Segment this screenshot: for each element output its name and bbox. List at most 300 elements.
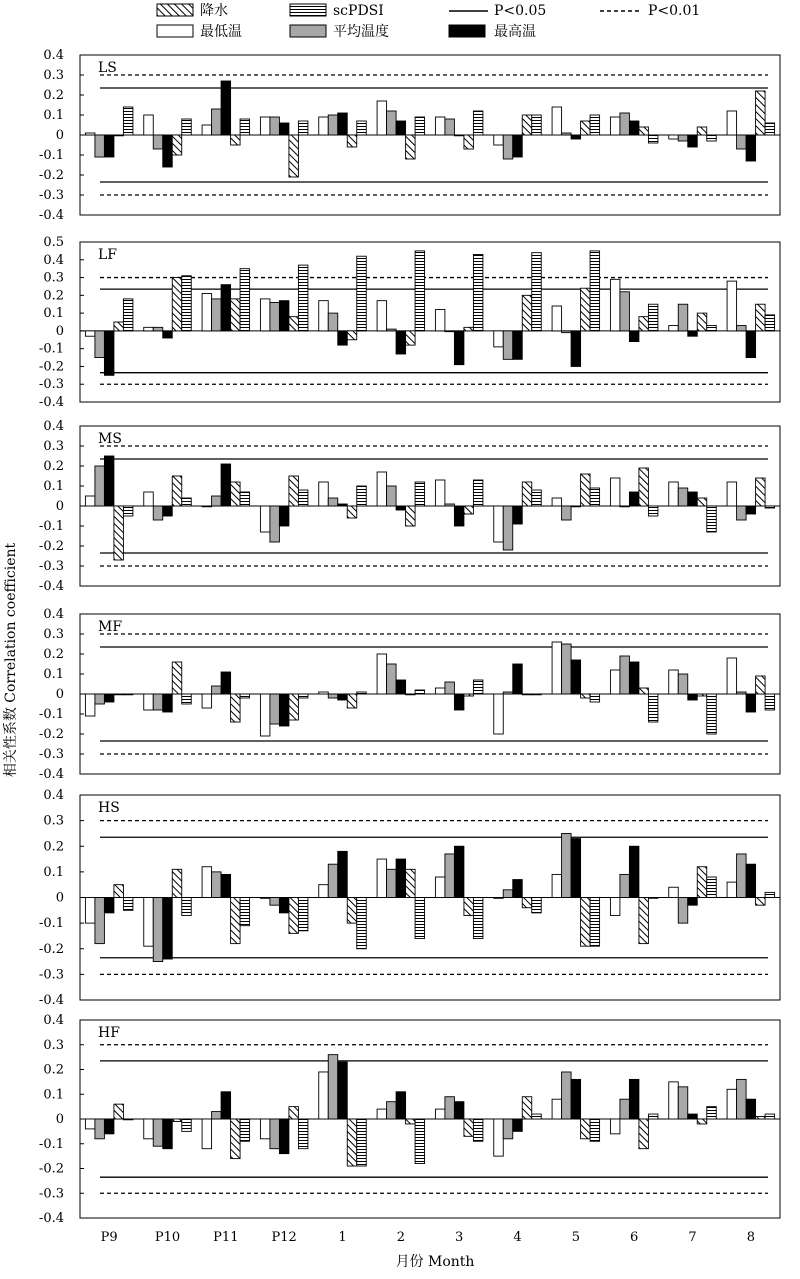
bar-hs-scpdsi-7 <box>707 877 717 898</box>
bar-hs-tmean-3 <box>445 854 455 898</box>
x-tick-labels <box>101 1230 755 1245</box>
bar-lf-precip-7 <box>697 313 707 331</box>
bar-hs-tmin-7 <box>669 887 679 897</box>
bar-lf-scpdsi-p9 <box>123 299 132 331</box>
bar-mf-tmax-3 <box>454 694 464 710</box>
bar-lf-tmean-5 <box>562 331 572 333</box>
bar-ls-precip-1 <box>347 135 357 147</box>
bar-ls-precip-3 <box>464 135 474 149</box>
x-tick-label: P10 <box>154 1230 181 1245</box>
bar-hs-tmax-2 <box>396 859 406 897</box>
bar-hs-precip-1 <box>347 898 357 924</box>
y-tick-label: 0 <box>55 687 64 702</box>
bar-hs-tmin-3 <box>435 877 445 898</box>
x-tick-label: P9 <box>100 1230 118 1245</box>
x-tick-label: 6 <box>630 1230 639 1245</box>
bar-ms-precip-p12 <box>289 476 299 506</box>
bar-lf-tmean-8 <box>737 326 747 331</box>
bar-ls-tmin-8 <box>727 111 737 135</box>
bar-ms-scpdsi-p10 <box>182 498 192 506</box>
bar-ls-scpdsi-4 <box>532 115 542 135</box>
legend-item-tmin <box>157 24 242 40</box>
bar-ms-tmean-5 <box>562 506 572 520</box>
bar-hs-precip-p11 <box>231 898 241 944</box>
x-tick-label: 3 <box>455 1230 464 1245</box>
bar-mf-tmin-1 <box>319 692 329 694</box>
y-tick-label: -0.3 <box>38 1186 64 1202</box>
bar-mf-tmin-6 <box>610 670 620 694</box>
bar-ls-precip-8 <box>756 91 766 135</box>
bar-ls-tmax-8 <box>746 135 756 161</box>
bar-ls-precip-4 <box>522 115 532 135</box>
panel-label: LS <box>98 60 117 76</box>
bar-hf-tmin-3 <box>435 1109 445 1119</box>
bar-ms-tmax-p9 <box>104 456 114 506</box>
y-tick-label: 0.5 <box>43 235 64 250</box>
bar-lf-tmax-p10 <box>163 331 173 338</box>
bar-hs-tmax-3 <box>454 846 464 897</box>
bar-mf-scpdsi-7 <box>707 694 717 734</box>
panel-hf <box>39 1013 780 1226</box>
bar-ls-scpdsi-p11 <box>240 119 250 135</box>
bar-ms-scpdsi-p12 <box>298 490 308 506</box>
bar-ms-precip-3 <box>464 506 474 514</box>
bar-hf-tmean-8 <box>737 1079 747 1119</box>
bar-hs-scpdsi-p9 <box>123 898 132 911</box>
y-tick-label: -0.3 <box>38 377 64 393</box>
bar-lf-tmin-p10 <box>144 327 154 331</box>
bar-ms-tmax-5 <box>571 506 581 507</box>
y-tick-label: 0.4 <box>43 1013 64 1028</box>
bar-hf-tmin-7 <box>669 1082 679 1119</box>
bar-ms-tmax-p12 <box>279 506 289 526</box>
bar-hf-tmax-p11 <box>221 1092 231 1119</box>
bar-mf-tmean-1 <box>328 694 338 698</box>
bar-hf-precip-p10 <box>172 1119 182 1121</box>
bar-lf-precip-5 <box>581 288 591 331</box>
bar-mf-scpdsi-3 <box>473 680 483 694</box>
bar-ls-tmin-p11 <box>202 125 212 135</box>
bar-lf-precip-p11 <box>231 299 241 331</box>
bar-ms-tmean-p10 <box>153 506 163 520</box>
bar-mf-scpdsi-p10 <box>182 694 192 704</box>
bar-hf-tmax-5 <box>571 1079 581 1119</box>
bar-lf-tmin-3 <box>435 310 445 331</box>
bar-mf-tmean-6 <box>620 656 630 694</box>
panels <box>39 48 780 1226</box>
bar-ls-tmin-3 <box>435 117 445 135</box>
bar-mf-tmax-6 <box>629 662 639 694</box>
bar-lf-scpdsi-8 <box>765 315 775 331</box>
bar-hs-tmin-5 <box>552 874 562 897</box>
bar-hs-scpdsi-6 <box>648 898 658 899</box>
bar-ms-precip-6 <box>639 468 649 506</box>
bar-ls-tmean-7 <box>678 135 688 141</box>
y-tick-label: -0.4 <box>38 767 64 782</box>
bar-mf-tmax-p10 <box>163 694 173 712</box>
bar-hf-tmin-p9 <box>85 1119 95 1129</box>
bar-hs-precip-3 <box>464 898 474 916</box>
legend-swatch-tmean <box>290 25 326 37</box>
legend-label-tmax: 最高温 <box>494 24 536 40</box>
x-axis-title: 月份 Month <box>395 1254 475 1270</box>
bar-hf-scpdsi-2 <box>415 1119 425 1164</box>
bar-hf-precip-3 <box>464 1119 474 1136</box>
bar-ms-tmin-2 <box>377 472 387 506</box>
bar-lf-tmean-6 <box>620 292 630 331</box>
bar-lf-tmean-p10 <box>153 327 163 331</box>
y-tick-label: 0.1 <box>43 864 64 880</box>
y-tick-label: 0.1 <box>43 108 64 123</box>
bar-lf-scpdsi-1 <box>357 256 367 331</box>
bar-ls-tmean-p11 <box>212 109 222 135</box>
bar-ls-scpdsi-8 <box>765 123 775 135</box>
bar-ls-precip-6 <box>639 127 649 135</box>
bar-ls-tmin-p12 <box>260 117 270 135</box>
bar-ms-tmean-4 <box>503 506 513 550</box>
bar-hf-precip-p9 <box>114 1104 124 1119</box>
y-tick-label: 0.3 <box>43 627 64 642</box>
y-tick-label: 0.2 <box>43 647 64 662</box>
bar-hs-tmax-p11 <box>221 874 231 897</box>
bar-ms-precip-4 <box>522 482 532 506</box>
bar-ms-scpdsi-p11 <box>240 492 250 506</box>
bar-hs-tmin-8 <box>727 882 737 897</box>
bar-hs-scpdsi-p12 <box>298 898 308 931</box>
panel-hs <box>39 788 780 1008</box>
bar-hf-tmean-2 <box>387 1102 397 1119</box>
bar-ms-tmax-2 <box>396 506 406 510</box>
bar-ms-tmin-5 <box>552 498 562 506</box>
x-tick-label: 5 <box>571 1230 580 1245</box>
bar-hf-scpdsi-6 <box>648 1114 658 1119</box>
bar-ms-tmean-7 <box>678 488 688 506</box>
bar-lf-tmax-p12 <box>279 301 289 331</box>
bar-ms-scpdsi-7 <box>707 506 717 532</box>
bar-hf-tmean-1 <box>328 1055 338 1119</box>
bar-ls-scpdsi-6 <box>648 135 658 143</box>
x-tick-label: 2 <box>396 1230 405 1245</box>
bar-ls-tmean-p12 <box>270 117 280 135</box>
bar-hf-tmean-4 <box>503 1119 513 1139</box>
bar-lf-tmean-1 <box>328 313 338 331</box>
bar-mf-scpdsi-p11 <box>240 694 250 698</box>
bar-ms-tmax-4 <box>513 506 523 524</box>
y-tick-label: 0.2 <box>43 1062 64 1078</box>
bar-ms-precip-p11 <box>231 482 241 506</box>
y-tick-label: -0.2 <box>38 539 64 554</box>
bar-ls-tmin-p10 <box>144 115 154 135</box>
bar-ls-precip-p10 <box>172 135 182 155</box>
bar-ls-tmin-p9 <box>85 133 95 135</box>
bar-hs-tmean-1 <box>328 864 338 897</box>
y-tick-label: -0.4 <box>38 208 64 223</box>
bar-hs-scpdsi-2 <box>415 898 425 939</box>
bar-ls-tmin-5 <box>552 107 562 135</box>
bar-lf-tmax-5 <box>571 331 581 367</box>
bar-hf-tmin-1 <box>319 1072 329 1119</box>
bar-ls-scpdsi-2 <box>415 117 425 135</box>
bar-ls-tmin-4 <box>494 135 504 145</box>
bar-ms-tmin-6 <box>610 478 620 506</box>
bar-hf-tmax-7 <box>688 1114 698 1119</box>
bar-mf-tmean-3 <box>445 682 455 694</box>
bar-mf-precip-8 <box>756 676 766 694</box>
bar-hf-scpdsi-p10 <box>182 1119 192 1131</box>
bar-lf-tmean-3 <box>445 331 455 332</box>
legend <box>157 2 700 40</box>
bar-hf-precip-p11 <box>231 1119 241 1159</box>
y-tick-label: -0.3 <box>38 188 64 203</box>
bar-lf-tmax-7 <box>688 331 698 336</box>
bar-mf-tmax-p9 <box>104 694 114 702</box>
bar-hf-tmax-p9 <box>104 1119 114 1134</box>
bar-lf-tmin-1 <box>319 301 329 331</box>
y-tick-label: -0.3 <box>38 559 64 574</box>
bar-mf-tmax-p12 <box>279 694 289 726</box>
bar-ls-tmin-7 <box>669 135 679 139</box>
bar-ms-tmin-p12 <box>260 506 270 532</box>
bar-ls-scpdsi-p9 <box>123 107 132 135</box>
bar-hs-precip-8 <box>756 898 766 906</box>
bar-mf-tmin-p10 <box>144 694 154 710</box>
bar-hf-precip-p12 <box>289 1107 299 1119</box>
bar-ls-precip-2 <box>406 135 416 159</box>
bar-hf-precip-6 <box>639 1119 649 1149</box>
bar-ms-scpdsi-5 <box>590 488 600 506</box>
y-tick-label: 0 <box>55 323 64 339</box>
bar-lf-tmin-p11 <box>202 294 212 331</box>
bar-hf-scpdsi-p9 <box>123 1119 132 1120</box>
bar-hs-tmax-5 <box>571 839 581 898</box>
bar-ls-tmean-3 <box>445 119 455 135</box>
bar-lf-tmin-5 <box>552 306 562 331</box>
bar-ms-precip-2 <box>406 506 416 526</box>
bar-ms-scpdsi-3 <box>473 480 483 506</box>
bar-mf-precip-p10 <box>172 662 182 694</box>
bar-hs-precip-2 <box>406 869 416 897</box>
bar-hs-scpdsi-1 <box>357 898 367 949</box>
bar-mf-tmin-8 <box>727 658 737 694</box>
bar-ms-tmean-2 <box>387 486 397 506</box>
bar-ms-tmin-4 <box>494 506 504 542</box>
legend-item-precip <box>157 2 228 19</box>
bar-lf-scpdsi-4 <box>532 253 542 331</box>
bar-lf-tmax-p11 <box>221 285 231 331</box>
bar-hs-tmean-6 <box>620 874 630 897</box>
x-tick-label: 7 <box>688 1230 697 1245</box>
bar-mf-tmax-p11 <box>221 672 231 694</box>
bar-hs-scpdsi-p11 <box>240 898 250 926</box>
bar-ms-tmax-7 <box>688 492 698 506</box>
legend-item-p05 <box>449 3 546 19</box>
bar-ms-tmean-p12 <box>270 506 280 542</box>
bar-ls-tmean-5 <box>562 133 572 135</box>
bar-ms-precip-8 <box>756 478 766 506</box>
bar-ls-tmax-2 <box>396 121 406 135</box>
bar-ms-tmin-8 <box>727 482 737 506</box>
bar-hs-tmin-4 <box>494 898 504 899</box>
legend-item-scpdsi <box>290 3 384 19</box>
bar-mf-tmax-4 <box>513 664 523 694</box>
bar-hf-tmin-2 <box>377 1109 387 1119</box>
panel-ms <box>39 419 780 594</box>
bar-hs-precip-p12 <box>289 898 299 934</box>
y-tick-label: 0.4 <box>43 48 64 63</box>
bar-hs-tmax-7 <box>688 898 698 906</box>
bar-mf-tmean-7 <box>678 674 688 694</box>
bar-hf-tmin-5 <box>552 1099 562 1119</box>
panel-label: LF <box>98 247 118 263</box>
legend-swatch-precip <box>157 4 193 16</box>
bar-mf-tmax-1 <box>338 694 348 700</box>
bar-mf-scpdsi-6 <box>648 694 658 722</box>
bar-hf-tmean-6 <box>620 1099 630 1119</box>
y-tick-label: 0.3 <box>43 68 64 83</box>
y-tick-label: 0.2 <box>43 839 64 855</box>
y-tick-label: 0 <box>55 499 64 514</box>
bar-mf-scpdsi-8 <box>765 694 775 710</box>
y-tick-label: -0.1 <box>38 707 64 722</box>
bar-ms-tmax-1 <box>338 504 348 506</box>
bar-hs-scpdsi-8 <box>765 892 775 897</box>
bar-lf-scpdsi-6 <box>648 304 658 331</box>
bar-mf-tmin-7 <box>669 670 679 694</box>
y-tick-label: 0.1 <box>43 306 64 322</box>
bar-mf-tmean-p10 <box>153 694 163 710</box>
panel-mf <box>39 607 780 782</box>
bar-hf-precip-8 <box>756 1117 766 1119</box>
y-tick-label: -0.1 <box>38 916 64 932</box>
bar-hf-scpdsi-3 <box>473 1119 483 1141</box>
bar-hf-tmax-3 <box>454 1102 464 1119</box>
y-tick-label: 0.1 <box>43 667 64 682</box>
bar-ms-tmax-8 <box>746 506 756 514</box>
bar-ms-tmax-6 <box>629 492 639 506</box>
bar-lf-tmin-7 <box>669 326 679 331</box>
y-tick-label: -0.1 <box>38 341 64 357</box>
bar-hf-tmean-p9 <box>95 1119 105 1139</box>
bar-hs-tmean-8 <box>737 854 747 898</box>
bar-ms-scpdsi-8 <box>765 506 775 508</box>
y-tick-label: 0 <box>55 1112 64 1127</box>
panel-lf <box>39 235 780 410</box>
bar-hf-tmax-p10 <box>163 1119 173 1149</box>
bar-ms-tmean-8 <box>737 506 747 520</box>
y-tick-label: -0.1 <box>38 148 64 163</box>
bar-mf-precip-4 <box>522 694 532 695</box>
bar-hs-tmin-1 <box>319 885 329 898</box>
bar-hf-tmean-5 <box>562 1072 572 1119</box>
y-tick-label: -0.3 <box>38 967 64 983</box>
bar-hs-tmax-1 <box>338 851 348 897</box>
y-axis-title: 相关性系数 Correlation coefficient <box>3 542 19 778</box>
bar-hs-tmin-p10 <box>144 898 154 947</box>
y-tick-label: -0.4 <box>38 579 64 594</box>
bar-ls-tmean-1 <box>328 115 338 135</box>
bar-hf-scpdsi-1 <box>357 1119 367 1166</box>
bar-hf-tmax-p12 <box>279 1119 289 1154</box>
bar-hs-tmean-p9 <box>95 898 105 944</box>
y-tick-label: 0.3 <box>43 270 64 286</box>
bar-ls-tmin-2 <box>377 101 387 135</box>
y-tick-label: 0.4 <box>43 788 64 803</box>
bar-lf-tmin-p12 <box>260 299 270 331</box>
bar-ls-precip-7 <box>697 127 707 135</box>
bar-mf-tmean-2 <box>387 664 397 694</box>
bar-ls-tmax-p11 <box>221 81 231 135</box>
bar-ls-scpdsi-5 <box>590 115 600 135</box>
bar-ls-scpdsi-3 <box>473 111 483 135</box>
bar-hf-scpdsi-4 <box>532 1114 542 1119</box>
bar-hs-tmax-4 <box>513 880 523 898</box>
bar-hf-tmax-6 <box>629 1079 639 1119</box>
bar-hf-tmin-8 <box>727 1089 737 1119</box>
legend-item-tmax <box>449 23 536 40</box>
bar-hf-precip-5 <box>581 1119 591 1139</box>
bar-mf-precip-p9 <box>114 694 124 695</box>
bar-ls-precip-p12 <box>289 135 299 177</box>
y-tick-label: 0.1 <box>43 1087 64 1103</box>
legend-swatch-scpdsi <box>290 4 326 16</box>
bar-hs-tmax-p9 <box>104 898 114 913</box>
x-tick-label: P12 <box>271 1230 297 1245</box>
y-tick-label: 0.2 <box>43 288 64 304</box>
bar-mf-scpdsi-1 <box>357 692 367 694</box>
bar-mf-tmin-2 <box>377 654 387 694</box>
bar-mf-tmin-p12 <box>260 694 270 736</box>
bar-lf-scpdsi-5 <box>590 251 600 331</box>
bar-mf-scpdsi-4 <box>532 694 542 695</box>
bar-ms-tmax-p10 <box>163 506 173 516</box>
bar-hs-precip-4 <box>522 898 532 908</box>
panel-label: MF <box>98 619 123 635</box>
bar-mf-precip-p12 <box>289 694 299 720</box>
bar-ms-scpdsi-6 <box>648 506 658 516</box>
bar-mf-tmin-4 <box>494 694 504 734</box>
bar-hs-tmax-p12 <box>279 898 289 913</box>
bar-lf-tmax-3 <box>454 331 464 365</box>
y-tick-label: 0.3 <box>43 1037 64 1053</box>
bar-hs-tmin-p12 <box>260 898 270 899</box>
bar-hs-tmean-5 <box>562 833 572 897</box>
bar-lf-precip-6 <box>639 317 649 331</box>
bar-mf-scpdsi-2 <box>415 690 425 694</box>
legend-label-precip: 降水 <box>200 3 228 19</box>
bar-ms-tmax-p11 <box>221 464 231 506</box>
bar-ms-precip-1 <box>347 506 357 518</box>
bar-hs-precip-p10 <box>172 869 182 897</box>
bar-mf-tmax-5 <box>571 660 581 694</box>
y-tick-label: -0.3 <box>38 747 64 762</box>
bar-ls-scpdsi-7 <box>707 135 717 141</box>
bar-hs-tmax-8 <box>746 864 756 897</box>
bar-ms-precip-p10 <box>172 476 182 506</box>
bar-hf-tmean-p11 <box>212 1112 222 1119</box>
bar-hf-tmean-7 <box>678 1087 688 1119</box>
bar-hf-scpdsi-p11 <box>240 1119 250 1141</box>
legend-item-p01 <box>600 3 700 19</box>
bar-ms-precip-7 <box>697 498 707 506</box>
bar-hf-tmax-8 <box>746 1099 756 1119</box>
bar-lf-precip-1 <box>347 331 357 340</box>
y-tick-label: 0.4 <box>43 419 64 434</box>
bar-hs-tmax-6 <box>629 846 639 897</box>
bar-lf-tmax-6 <box>629 331 639 342</box>
legend-label-p05: P<0.05 <box>494 3 547 19</box>
bar-mf-tmax-2 <box>396 680 406 694</box>
bar-lf-tmax-8 <box>746 331 756 358</box>
